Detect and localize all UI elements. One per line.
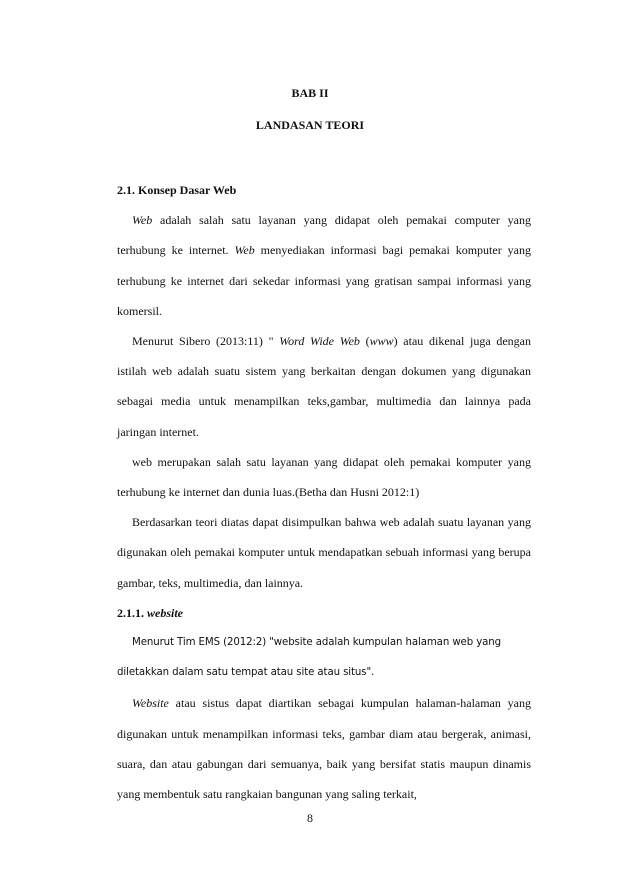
quote-line-2: diletakkan dalam satu tempat atau site atau situs". (117, 667, 375, 679)
term-website: Website (132, 696, 169, 711)
term-www-full: Word Wide Web (279, 334, 360, 349)
term-www: www (369, 334, 394, 349)
term-web: Web (234, 243, 255, 258)
chapter-number: BAB II (291, 86, 329, 100)
term-web: Web (132, 213, 153, 228)
paragraph-sibero: Menurut Sibero (2013:11) " Word Wide Web (www) atau dikenal juga dengan istilah web adalah suatu sistem yang berkaitan dengan dokumen yang digunakan sebagai media untuk menampilkan teks,gambar, multimedia dan lainnya pada jaringan internet. (117, 334, 531, 439)
page-number: 8 (307, 811, 313, 825)
paragraph-website-definition: Website atau sistus dapat diartikan sebagai kumpulan halaman-halaman yang digunakan untuk menampilkan informasi teks, gambar diam atau bergerak, animasi, suara, dan atau gabungan dari semuanya, baik yang bersifat statis maupun dinamis yang membentuk satu rangkaian bangunan yang saling terkait, (117, 696, 531, 802)
paragraph-conclusion: Berdasarkan teori diatas dapat disimpulkan bahwa web adalah suatu layanan yang digunakan oleh pemakai komputer untuk mendapatkan sebuah informasi yang berupa gambar, teks, multimedia, dan lainnya. (117, 515, 531, 590)
quote-line-1: Menurut Tim EMS (2012:2) "website adalah kumpulan halaman web yang (132, 637, 502, 649)
body-text (117, 175, 531, 809)
section-heading-2-1-1: 2.1.1. website (117, 605, 183, 620)
chapter-title: LANDASAN TEORI (255, 118, 365, 132)
section-heading-2-1: 2.1. Konsep Dasar Web (117, 183, 237, 197)
paragraph-web-definition: Web adalah salah satu layanan yang didapat oleh pemakai computer yang terhubung ke internet. Web menyediakan informasi bagi pemakai komputer yang terhubung ke internet dari sekedar informasi yang gratisan sampai informasi yang komersil. (117, 213, 531, 318)
paragraph-betha-husni: web merupakan salah satu layanan yang didapat oleh pemakai komputer yang terhubung ke internet dan dunia luas.(Betha dan Husni 2012:1) (117, 454, 531, 500)
